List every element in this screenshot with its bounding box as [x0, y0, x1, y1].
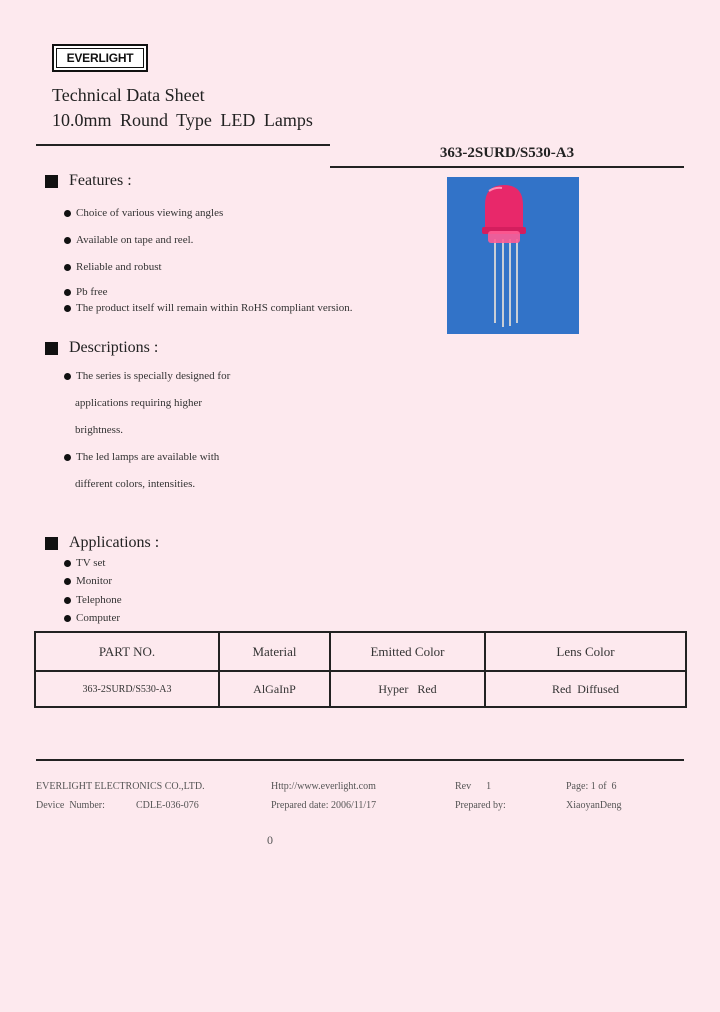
bullet-icon: [64, 305, 71, 312]
description-line: brightness.: [75, 424, 123, 436]
footer-device-number-label: Device Number:: [36, 800, 105, 811]
header-rule-left: [36, 144, 330, 146]
feature-item: Choice of various viewing angles: [64, 207, 223, 219]
footer-url: Http://www.everlight.com: [271, 781, 376, 792]
footer-rule: [36, 759, 684, 761]
footer-prepared-date: Prepared date: 2006/11/17: [271, 800, 377, 811]
description-line: different colors, intensities.: [75, 478, 196, 490]
bullet-icon: [64, 597, 71, 604]
table-header-cell: Material: [219, 632, 330, 671]
table-header-cell: PART NO.: [35, 632, 219, 671]
doc-title: Technical Data Sheet: [52, 85, 205, 105]
features-heading-text: Features :: [69, 172, 132, 189]
applications-heading-text: Applications :: [69, 534, 160, 551]
bullet-icon: [64, 454, 71, 461]
applications-heading: [45, 534, 159, 552]
feature-item: Reliable and robust: [64, 261, 162, 273]
application-item: Monitor: [64, 575, 112, 587]
footer-company: EVERLIGHT ELECTRONICS CO.,LTD.: [36, 781, 205, 792]
bullet-icon: [64, 560, 71, 567]
footer-page: Page: 1 of 6: [566, 781, 617, 792]
section-square-icon: [45, 175, 58, 188]
led-product-photo: [447, 177, 579, 334]
bullet-icon: [64, 237, 71, 244]
table-cell-emitted-color: Hyper Red: [330, 671, 485, 707]
header-rule-right: [330, 166, 684, 168]
features-heading: [45, 172, 132, 190]
feature-item: The product itself will remain within RoHS compliant version.: [64, 302, 352, 314]
bullet-icon: [64, 615, 71, 622]
doc-subtitle: 10.0mm Round Type LED Lamps: [52, 110, 313, 130]
bullet-icon: [64, 578, 71, 585]
bullet-icon: [64, 289, 71, 296]
footer-prepared-by-label: Prepared by:: [455, 800, 506, 811]
table-cell-lens-color: Red Diffused: [485, 671, 686, 707]
table-cell-material: AlGaInP: [219, 671, 330, 707]
parts-table: [34, 631, 687, 708]
table-header-cell: Emitted Color: [330, 632, 485, 671]
feature-item: Available on tape and reel.: [64, 234, 193, 246]
table-header-row: [35, 632, 686, 671]
application-item: TV set: [64, 557, 105, 569]
table-cell-part-no: 363-2SURD/S530-A3: [35, 671, 219, 707]
table-row: [35, 671, 686, 707]
description-line: applications requiring higher: [75, 397, 203, 409]
descriptions-heading-text: Descriptions :: [69, 339, 159, 356]
table-header-cell: Lens Color: [485, 632, 686, 671]
application-item: Telephone: [64, 594, 122, 606]
section-square-icon: [45, 537, 58, 550]
bullet-icon: [64, 210, 71, 217]
feature-item: Pb free: [64, 286, 107, 298]
bullet-icon: [64, 373, 71, 380]
page-index: 0: [267, 833, 273, 847]
section-square-icon: [45, 342, 58, 355]
footer-prepared-by: XiaoyanDeng: [566, 800, 622, 811]
logo-text: EVERLIGHT: [56, 48, 144, 68]
bullet-icon: [64, 264, 71, 271]
descriptions-heading: [45, 339, 158, 357]
led-lamp-image: [447, 177, 579, 334]
description-item: The led lamps are available with: [64, 451, 219, 463]
footer-device-number: CDLE-036-076: [136, 800, 199, 811]
everlight-logo: [52, 44, 148, 72]
application-item: Computer: [64, 612, 120, 624]
description-item: The series is specially designed for: [64, 370, 230, 382]
part-number-header: 363-2SURD/S530-A3: [439, 145, 575, 161]
footer-revision: Rev 1: [455, 781, 492, 792]
